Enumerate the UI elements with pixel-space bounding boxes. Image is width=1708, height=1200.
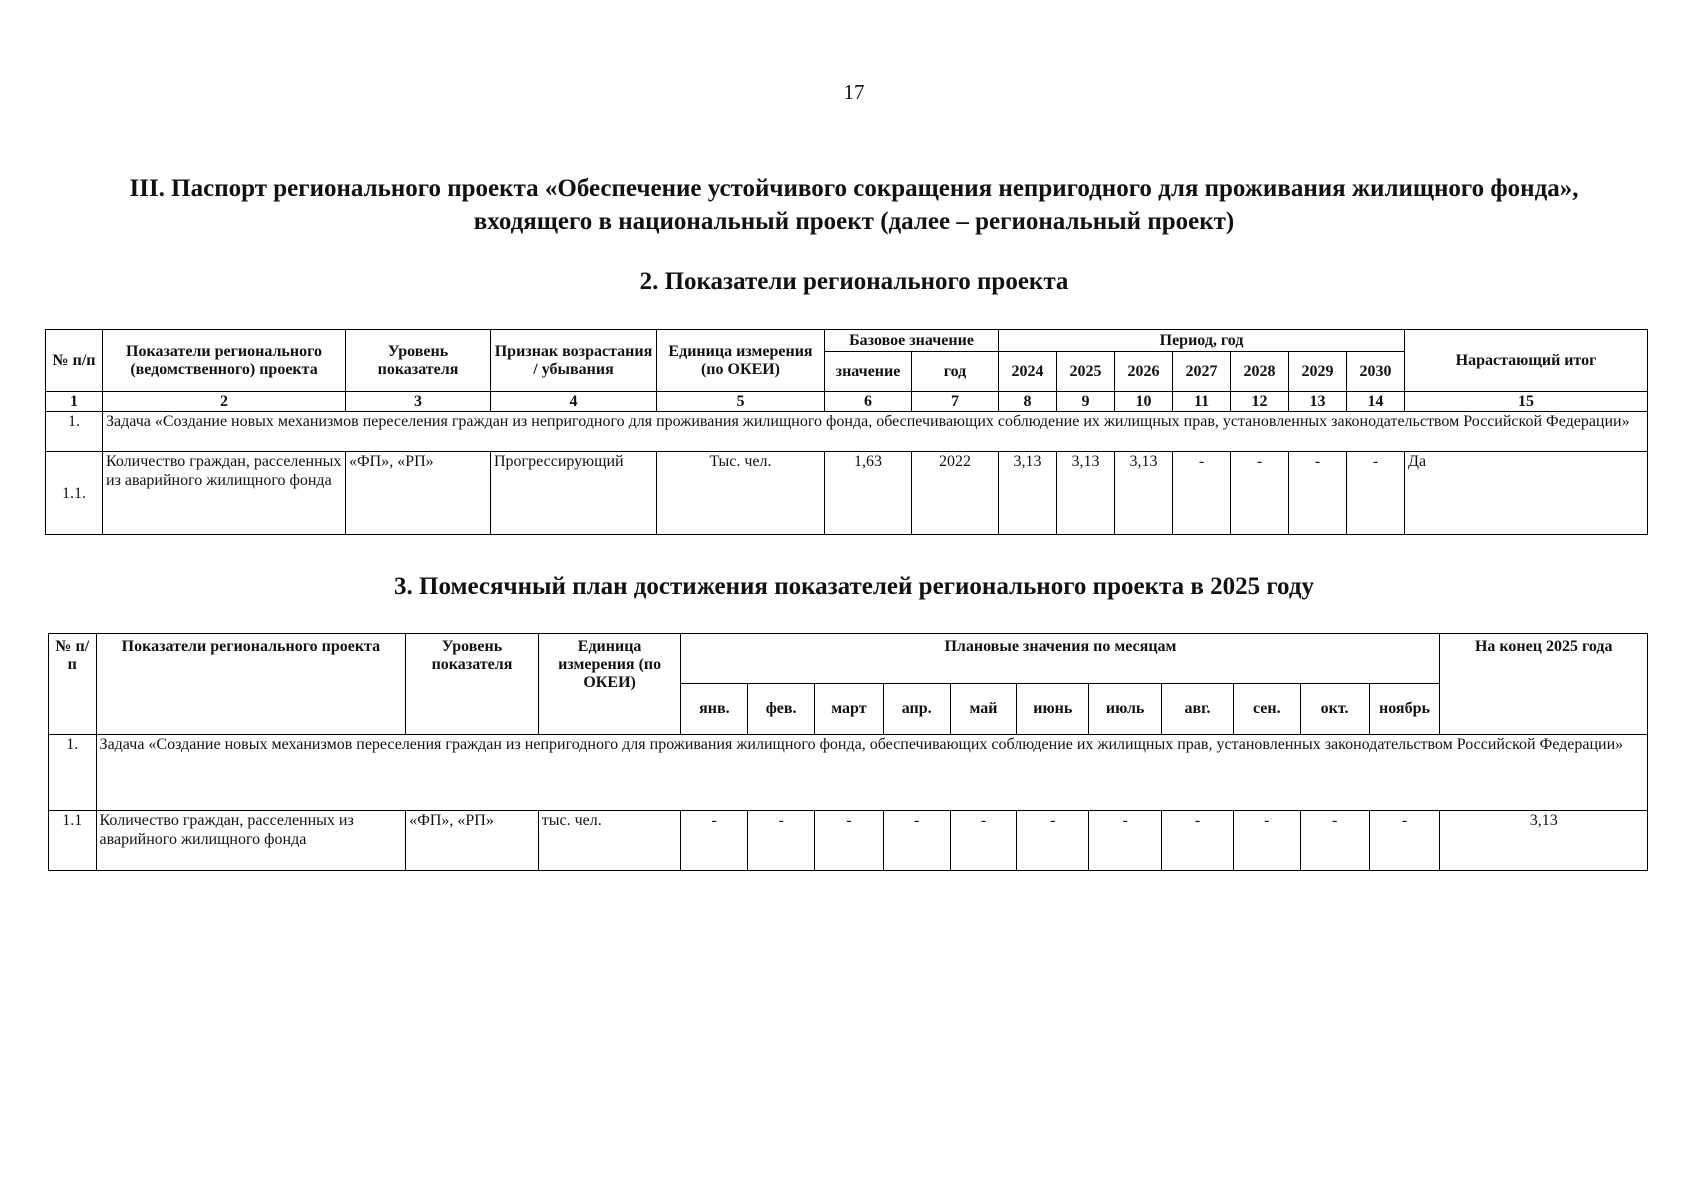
- row-month-value: -: [1089, 811, 1162, 871]
- header-base-year: год: [912, 352, 999, 392]
- column-number: 3: [346, 392, 491, 412]
- header-unit: Единица измерения (по ОКЕИ): [657, 330, 825, 392]
- column-number: 2: [103, 392, 346, 412]
- header-year: 2027: [1173, 352, 1231, 392]
- header-trend: Признак возрастания / убывания: [491, 330, 657, 392]
- header-cumulative: Нарастающий итог: [1405, 330, 1648, 392]
- row-year-value: 3,13: [999, 452, 1057, 535]
- row-month-value: -: [1369, 811, 1440, 871]
- row-month-value: -: [1017, 811, 1089, 871]
- header-month: окт.: [1300, 684, 1369, 735]
- row-month-value: -: [681, 811, 748, 871]
- section-3-title: 3. Помесячный план достижения показателей регионального проекта в 2025 году: [394, 573, 1314, 600]
- header-num: № п/п: [49, 634, 97, 735]
- header-month: июль: [1089, 684, 1162, 735]
- task-row: [49, 735, 1648, 811]
- indicator-row: [46, 452, 1648, 535]
- row-month-value: -: [815, 811, 884, 871]
- header-end-of-year: На конец 2025 года: [1440, 634, 1648, 735]
- monthly-plan-table: [48, 633, 1648, 871]
- header-unit: Единица измерения (по ОКЕИ): [538, 634, 681, 735]
- row-month-value: -: [883, 811, 950, 871]
- column-number: 1: [46, 392, 103, 412]
- row-month-value: -: [1162, 811, 1234, 871]
- row-base-value: 1,63: [825, 452, 912, 535]
- row-unit: тыс. чел.: [538, 811, 681, 871]
- header-monthly: Плановые значения по месяцам: [681, 634, 1440, 684]
- column-number: 5: [657, 392, 825, 412]
- header-month: июнь: [1017, 684, 1089, 735]
- column-number: 10: [1115, 392, 1173, 412]
- header-month: май: [950, 684, 1017, 735]
- header-year: 2030: [1347, 352, 1405, 392]
- column-number: 6: [825, 392, 912, 412]
- document-title: III. Паспорт регионального проекта «Обеспечение устойчивого сокращения непригодного для проживания жилищного фонда», входящего в национальный проект (далее – региональный проект): [129, 175, 1579, 235]
- column-number: 15: [1405, 392, 1648, 412]
- header-level: Уровень показателя: [346, 330, 491, 392]
- row-end-of-year: 3,13: [1440, 811, 1648, 871]
- row-num: 1.1.: [46, 452, 103, 535]
- header-level: Уровень показателя: [406, 634, 539, 735]
- row-year-value: -: [1173, 452, 1231, 535]
- row-unit: Тыс. чел.: [657, 452, 825, 535]
- header-year: 2026: [1115, 352, 1173, 392]
- header-month: ноябрь: [1369, 684, 1440, 735]
- header-num: № п/п: [46, 330, 103, 392]
- row-cumulative: Да: [1405, 452, 1648, 535]
- row-month-value: -: [1233, 811, 1300, 871]
- column-number: 13: [1289, 392, 1347, 412]
- row-year-value: 3,13: [1057, 452, 1115, 535]
- task-text: Задача «Создание новых механизмов переселения граждан из непригодного для проживания жилищного фонда, обеспечивающих соблюдение их жилищных прав, установленных законодательством Российской Федерации»: [103, 412, 1648, 452]
- header-indicator: Показатели регионального проекта: [96, 634, 406, 735]
- row-month-value: -: [748, 811, 815, 871]
- row-indicator: Количество граждан, расселенных из аварийного жилищного фонда: [96, 811, 406, 871]
- page-number: 17: [843, 80, 865, 104]
- row-year-value: 3,13: [1115, 452, 1173, 535]
- header-month: янв.: [681, 684, 748, 735]
- column-number: 11: [1173, 392, 1231, 412]
- row-trend: Прогрессирующий: [491, 452, 657, 535]
- header-month: фев.: [748, 684, 815, 735]
- row-year-value: -: [1347, 452, 1405, 535]
- header-month: март: [815, 684, 884, 735]
- header-period: Период, год: [999, 330, 1405, 352]
- row-indicator: Количество граждан, расселенных из аварийного жилищного фонда: [103, 452, 346, 535]
- header-indicator: Показатели регионального (ведомственного) проекта: [103, 330, 346, 392]
- column-number: 7: [912, 392, 999, 412]
- row-month-value: -: [1300, 811, 1369, 871]
- column-number: 4: [491, 392, 657, 412]
- task-num: 1.: [46, 412, 103, 452]
- column-number-row: [46, 392, 1648, 412]
- indicators-table: [45, 329, 1648, 535]
- header-month: авг.: [1162, 684, 1234, 735]
- task-row: [46, 412, 1648, 452]
- header-year: 2028: [1231, 352, 1289, 392]
- row-month-value: -: [950, 811, 1017, 871]
- indicator-row: [49, 811, 1648, 871]
- column-number: 8: [999, 392, 1057, 412]
- column-number: 14: [1347, 392, 1405, 412]
- column-number: 9: [1057, 392, 1115, 412]
- row-year-value: -: [1231, 452, 1289, 535]
- task-text: Задача «Создание новых механизмов переселения граждан из непригодного для проживания жилищного фонда, обеспечивающих соблюдение их жилищных прав, установленных законодательством Российской Федерации»: [96, 735, 1647, 811]
- header-month: апр.: [883, 684, 950, 735]
- row-num: 1.1: [49, 811, 97, 871]
- header-base: Базовое значение: [825, 330, 999, 352]
- task-num: 1.: [49, 735, 97, 811]
- header-base-value: значение: [825, 352, 912, 392]
- row-level: «ФП», «РП»: [346, 452, 491, 535]
- header-year: 2025: [1057, 352, 1115, 392]
- section-2-title: 2. Показатели регионального проекта: [639, 268, 1069, 295]
- header-year: 2024: [999, 352, 1057, 392]
- header-year: 2029: [1289, 352, 1347, 392]
- row-year-value: -: [1289, 452, 1347, 535]
- column-number: 12: [1231, 392, 1289, 412]
- row-level: «ФП», «РП»: [406, 811, 539, 871]
- header-month: сен.: [1233, 684, 1300, 735]
- row-base-year: 2022: [912, 452, 999, 535]
